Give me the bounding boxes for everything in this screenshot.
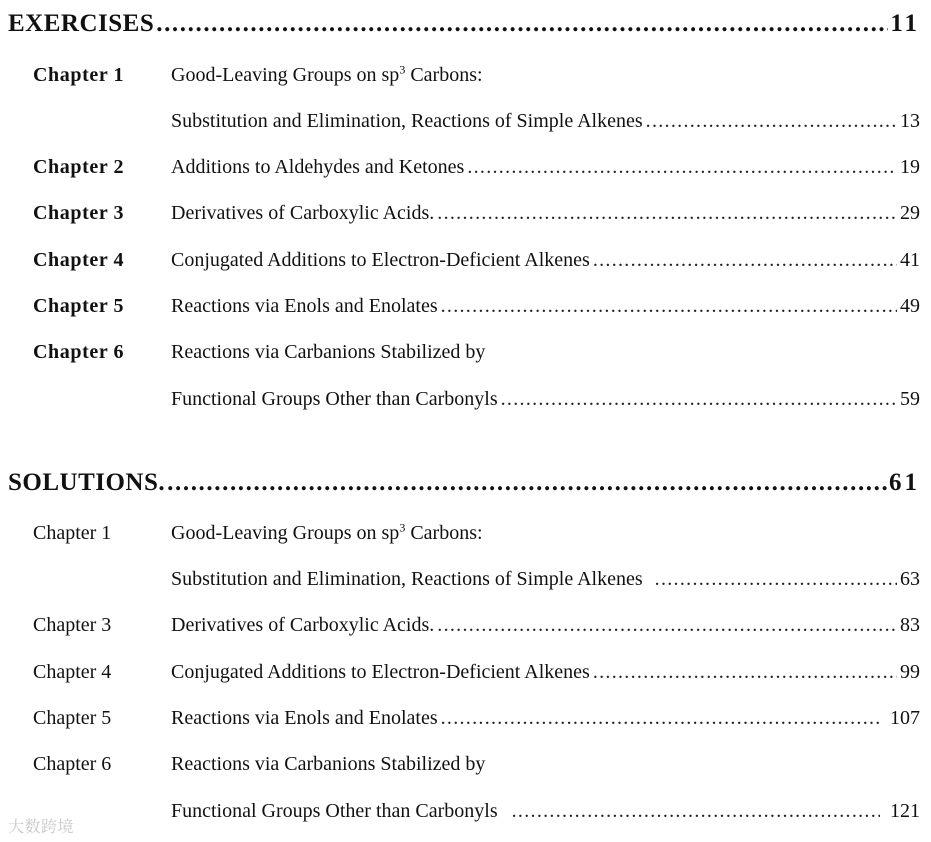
toc-entry [33,202,920,230]
dot-leader [593,249,897,272]
toc-entry [33,341,920,369]
dot-leader [437,614,897,637]
solutions-heading-row [8,469,920,497]
chapter-label: Chapter 3 [33,614,112,636]
chapter-label: Chapter 4 [33,249,125,271]
dot-leader [593,661,897,684]
exercises-heading: EXERCISES [8,10,155,37]
entry-title: Good-Leaving Groups on $sp^3$ Carbons: [171,62,483,86]
entry-title: Additions to Aldehydes and Ketones [171,156,465,178]
toc-entry [33,110,920,138]
toc-entry [33,800,920,828]
entry-title: Derivatives of Carboxylic Acids. [171,614,435,636]
entry-title: Functional Groups Other than Carbonyls [171,800,498,822]
dot-leader [467,156,897,179]
entry-title: Derivatives of Carboxylic Acids. [171,202,435,224]
toc-entry [33,156,920,184]
exercises-page-number: 11 [890,10,920,37]
toc-entry [33,753,920,781]
entry-title: Conjugated Additions to Electron-Deficient Alkenes [171,249,590,271]
page-number: 107 [890,707,920,729]
chapter-label: Chapter 6 [33,341,125,363]
chapter-label: Chapter 5 [33,707,112,729]
dot-leader [156,10,888,38]
toc-entry [33,388,920,416]
page-number: 63 [900,568,920,590]
entry-title: Reactions via Carbanions Stabilized by [171,753,486,775]
entry-title: Conjugated Additions to Electron-Deficient Alkenes [171,661,590,683]
chapter-label: Chapter 1 [33,522,112,544]
page-number: 19 [900,156,920,178]
page-number: 121 [890,800,920,822]
page-number: 29 [900,202,920,224]
toc-entry [33,249,920,277]
entry-title: Functional Groups Other than Carbonyls [171,388,498,410]
page-number: 49 [900,295,920,317]
dot-leader [512,800,880,823]
toc-entry [33,614,920,642]
page-number: 13 [900,110,920,132]
chapter-label: Chapter 3 [33,202,125,224]
page-number: 41 [900,249,920,271]
solutions-heading: SOLUTIONS. [8,469,166,496]
dot-leader [646,110,897,133]
page-number: 99 [900,661,920,683]
chapter-label: Chapter 1 [33,64,125,86]
chapter-label: Chapter 2 [33,156,125,178]
chapter-label: Chapter 5 [33,295,125,317]
toc-entry [33,707,920,735]
page-number: 59 [900,388,920,410]
chapter-label: Chapter 4 [33,661,112,683]
watermark: 大数跨境 [8,817,75,836]
entry-title: Reactions via Enols and Enolates [171,295,438,317]
page-number: 83 [900,614,920,636]
entry-title: Substitution and Elimination, Reactions of Simple Alkenes [171,110,643,132]
entry-title: Good-Leaving Groups on $sp^3$ Carbons: [171,520,483,544]
exercises-heading-row [8,10,920,38]
entry-title: Reactions via Enols and Enolates [171,707,438,729]
toc-entry [33,661,920,689]
toc-entry [33,64,920,92]
dot-leader [167,469,887,497]
dot-leader [655,568,897,591]
toc-entry [33,568,920,596]
toc-entry [33,295,920,323]
dot-leader [441,295,897,318]
solutions-page-number: 61 [889,469,920,496]
toc-entry [33,522,920,550]
chapter-label: Chapter 6 [33,753,112,775]
entry-title: Reactions via Carbanions Stabilized by [171,341,486,363]
dot-leader [501,388,897,411]
entry-title: Substitution and Elimination, Reactions of Simple Alkenes [171,568,643,590]
dot-leader [441,707,880,730]
dot-leader [437,202,897,225]
